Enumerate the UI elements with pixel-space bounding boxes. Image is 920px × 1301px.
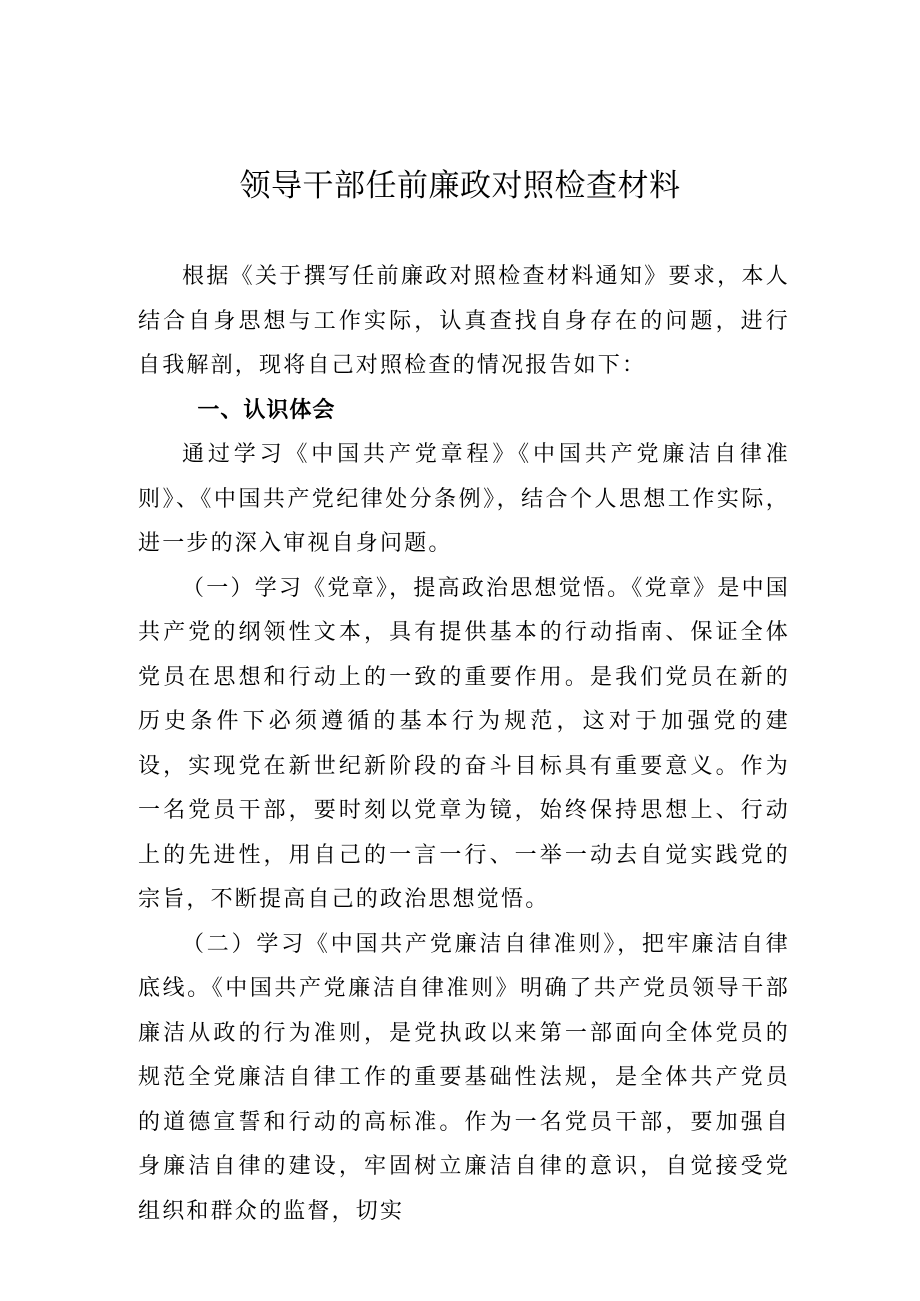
intro-paragraph: 根据《关于撰写任前廉政对照检查材料通知》要求，本人结合自身思想与工作实际，认真查找自身存在的问题，进行自我解剖，现将自己对照检查的情况报告如下： [138, 264, 790, 378]
study-paragraph: 通过学习《中国共产党章程》《中国共产党廉洁自律准则》、《中国共产党纪律处分条例》，结合个人思想工作实际，进一步的深入审视自身问题。 [138, 442, 790, 556]
section-heading-understanding: 一、认识体会 [197, 397, 336, 423]
document-title: 领导干部任前廉政对照检查材料 [239, 168, 681, 204]
subsection-integrity-guidelines: （二）学习《中国共产党廉洁自律准则》，把牢廉洁自律底线。《中国共产党廉洁自律准则》明确了共产党员领导干部廉洁从政的行为准则，是党执政以来第一部面向全体党员的规范全党廉洁自律工作的重要基础性法规，是全体共产党员的道德宣誓和行动的高标准。作为一名党员干部，要加强自身廉洁自律的建设，牢固树立廉洁自律的意识，自觉接受党组织和群众的监督，切实 [138, 931, 790, 1224]
subsection-party-constitution: （一）学习《党章》，提高政治思想觉悟。《党章》是中国共产党的纲领性文本，具有提供基本的行动指南、保证全体党员在思想和行动上的一致的重要作用。是我们党员在新的历史条件下必须遵循的基本行为规范，这对于加强党的建设，实现党在新世纪新阶段的奋斗目标具有重要意义。作为一名党员干部，要时刻以党章为镜，始终保持思想上、行动上的先进性，用自己的一言一行、一举一动去自觉实践党的宗旨，不断提高自己的政治思想觉悟。 [138, 575, 790, 912]
document-body [138, 255, 790, 1234]
